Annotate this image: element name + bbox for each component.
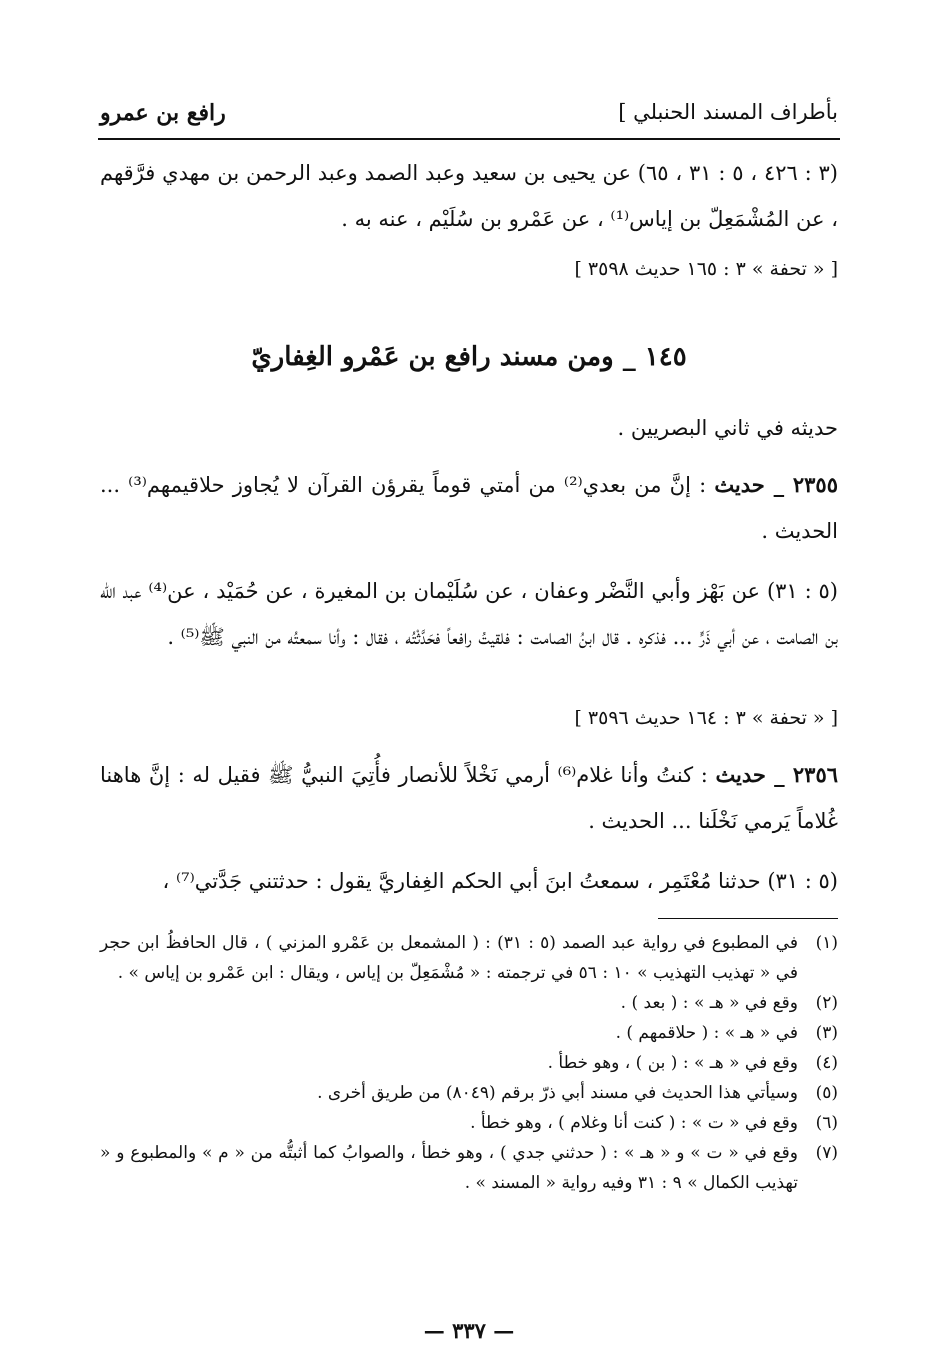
footnote-number: (٥) bbox=[815, 1083, 838, 1103]
hadith-2355-text: : إنَّ من بعدي⁽²⁾ من أمتي قوماً يقرؤن القرآن لا يُجاوز حلاقيمهم⁽³⁾ ... الحديث . bbox=[100, 473, 838, 543]
footnote bbox=[100, 1078, 838, 1108]
footnote-text: في « هـ » : ( حلاقمهم ) . bbox=[615, 1023, 798, 1043]
footnote-number: (٢) bbox=[815, 993, 838, 1013]
footnote-number: (٤) bbox=[815, 1053, 838, 1073]
hadith-2356 bbox=[100, 752, 838, 844]
page-number: — ٣٣٧ — bbox=[423, 1318, 515, 1343]
running-header-section: رافع بن عمرو bbox=[100, 100, 226, 126]
footnote bbox=[100, 1108, 838, 1138]
footnote bbox=[100, 1138, 838, 1198]
footnote-text: وقع في « هـ » : ( بن ) ، وهو خطأ . bbox=[547, 1053, 798, 1073]
footnote-text: وسيأتي هذا الحديث في مسند أبي ذرّ برقم (٨٠٤٩) من طريق أخرى . bbox=[317, 1083, 798, 1103]
isnad-paragraph-1: (٣ : ٤٢٦ ، ٥ : ٣١ ، ٦٥) عن يحيى بن سعيد وعبد الصمد وعبد الرحمن بن مهدي فرَّقهم ، عن المُشْمَعِلّ بن إياس⁽¹⁾ ، عن عَمْرو بن سُلَيْم ، عنه به . bbox=[100, 161, 838, 231]
footnote-text: في المطبوع في رواية عبد الصمد (٥ : ٣١) : ( المشمعل بن عَمْرو المزني ) ، قال الحافظُ ابن حجر في « تهذيب التهذيب » ١٠ : ٥٦ في ترجمته : « مُشْمَعِلّ بن إياس ، ويقال : ابن عَمْرو بن إياس » . bbox=[100, 933, 798, 983]
running-header-book-title: بأطراف المسند الحنبلي ] bbox=[618, 100, 838, 124]
footnote bbox=[100, 1048, 838, 1078]
section-heading: ١٤٥ _ ومن مسند رافع بن عَمْرو الغِفاريّ bbox=[251, 342, 687, 372]
hadith-2356-text: : كنتُ وأنا غلام⁽⁶⁾ أرمي نَخْلاً للأنصار فأُتِيَ النبيُّ ﷺ فقيل له : إنَّ هاهنا غُلاماً يَرمي نَخْلَنا ... الحديث . bbox=[100, 763, 838, 833]
intro-line: حديثه في ثاني البصريين . bbox=[617, 416, 838, 440]
tuhfa-reference-1: [ « تحفة » ٣ : ١٦٥ حديث ٣٥٩٨ ] bbox=[574, 258, 838, 280]
footnote bbox=[100, 928, 838, 988]
footnote bbox=[100, 1018, 838, 1048]
footnotes bbox=[100, 928, 838, 1198]
isnad-paragraph-2: (٥ : ٣١) عن بَهْز وأبي النَّضْر وعفان ، عن سُلَيْمان بن المغيرة ، عن حُمَيْد ، عن⁽⁴⁾ عبد الله بن الصامت ، عن أبي ذَرٍّ ... فذكره . قال ابنُ الصامت : فلقيتُ رافعاً فحَدَّثْتُه ، فقال : وأنا سمعتُه من النبي ﷺ⁽⁵⁾ . bbox=[100, 579, 838, 649]
hadith-2356-number: ٢٣٥٦ _ حديث bbox=[715, 762, 839, 787]
footnote-number: (١) bbox=[815, 933, 838, 953]
footnote bbox=[100, 988, 838, 1018]
footnote-text: وقع في « ت » و « هـ » : ( حدثني جدي ) ، وهو خطأ ، والصوابُ كما أثبتُّه من « م » والمطبوع و « تهذيب الكمال » ٩ : ٣١ وفيه رواية « المسند » . bbox=[100, 1143, 798, 1193]
isnad-paragraph-3: (٥ : ٣١) حدثنا مُعْتَمِر ، سمعتُ ابنَ أبي الحكم الغِفاريَّ يقول : حدثتني جَدَّتي⁽⁷⁾ ، bbox=[162, 869, 838, 893]
header-divider bbox=[98, 138, 840, 140]
footnote-text: وقع في « هـ » : ( بعد ) . bbox=[620, 993, 798, 1013]
footnote-text: وقع في « ت » : ( كنت أنا وغلام ) ، وهو خطأ . bbox=[470, 1113, 798, 1133]
tuhfa-reference-2: [ « تحفة » ٣ : ١٦٤ حديث ٣٥٩٦ ] bbox=[574, 707, 838, 729]
hadith-2355 bbox=[100, 462, 838, 554]
footnote-number: (٣) bbox=[815, 1023, 838, 1043]
footnote-number: (٧) bbox=[815, 1143, 838, 1163]
footnote-number: (٦) bbox=[815, 1113, 838, 1133]
hadith-2355-number: ٢٣٥٥ _ حديث bbox=[714, 472, 838, 497]
footnote-separator bbox=[658, 918, 838, 919]
